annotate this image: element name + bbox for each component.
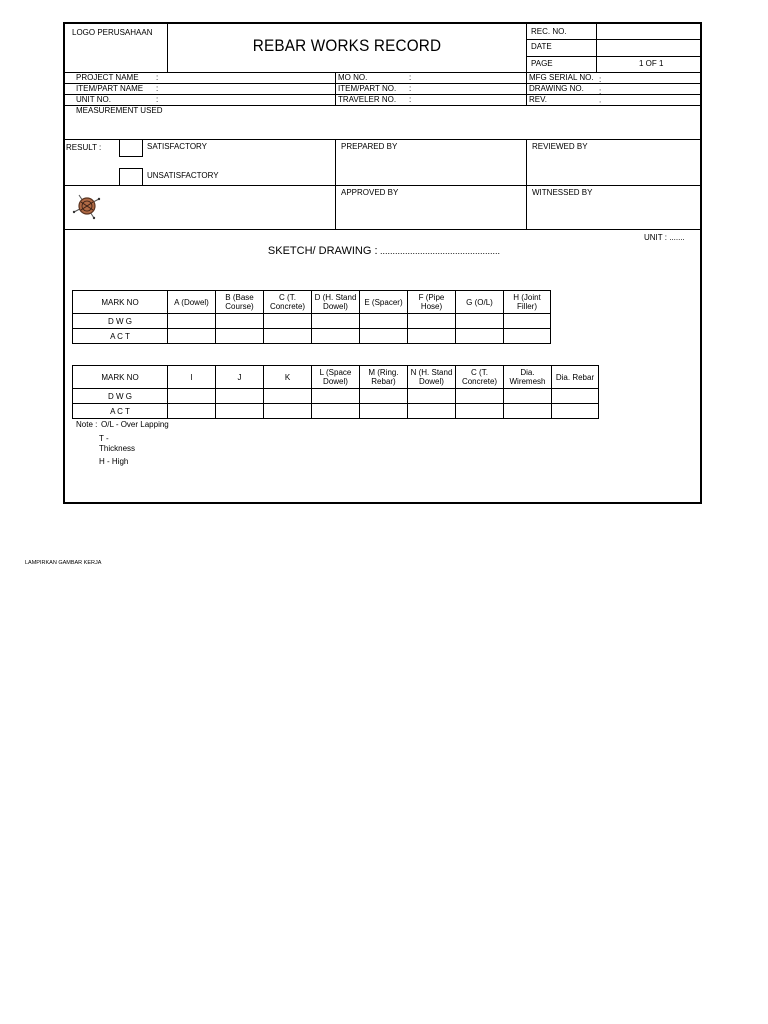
colon: : — [599, 99, 602, 108]
meta-line-2 — [526, 56, 701, 57]
table-row — [73, 389, 599, 404]
witnessed-by-label: WITNESSED BY — [532, 188, 593, 197]
prepared-by-label: PREPARED BY — [341, 142, 398, 151]
table-cell[interactable] — [312, 389, 360, 404]
result-label: RESULT : — [66, 143, 102, 152]
table-cell[interactable] — [360, 389, 408, 404]
table-cell[interactable] — [168, 404, 216, 419]
colon: : — [599, 87, 602, 96]
table1-header: A (Dowel) — [168, 291, 216, 314]
date-label: DATE — [531, 42, 552, 51]
mfg-serial-no-label: MFG SERIAL NO. — [529, 73, 594, 82]
table-cell[interactable] — [504, 329, 551, 344]
table2-header: L (Space Dowel) — [312, 366, 360, 389]
table2-header-row — [73, 366, 599, 389]
row-label-act: A C T — [73, 329, 168, 344]
result-divider-1 — [335, 139, 336, 229]
table2-header: Dia. Wiremesh — [504, 366, 552, 389]
colon: : — [409, 95, 412, 104]
table-cell[interactable] — [552, 404, 599, 419]
page-label: PAGE — [531, 59, 553, 68]
signature-mid-line-right — [335, 185, 701, 186]
row-label-dwg: D W G — [73, 389, 168, 404]
table-cell[interactable] — [408, 329, 456, 344]
approved-by-label: APPROVED BY — [341, 188, 399, 197]
table-cell[interactable] — [408, 389, 456, 404]
table-cell[interactable] — [456, 329, 504, 344]
table1-header: MARK NO — [73, 291, 168, 314]
rev-label: REV. — [529, 95, 547, 104]
table-cell[interactable] — [408, 314, 456, 329]
traveler-no-label: TRAVELER NO. — [338, 95, 397, 104]
unit-label: UNIT : ....... — [644, 233, 685, 242]
table-cell[interactable] — [360, 404, 408, 419]
row-label-act: A C T — [73, 404, 168, 419]
table-cell[interactable] — [216, 329, 264, 344]
sketch-title: SKETCH/ DRAWING : — [267, 245, 378, 257]
table-row — [73, 404, 599, 419]
colon: : — [409, 73, 412, 82]
table-cell[interactable] — [504, 389, 552, 404]
measurement-table-1 — [72, 290, 551, 344]
measurement-used-label: MEASUREMENT USED — [76, 106, 163, 115]
table-cell[interactable] — [456, 404, 504, 419]
meta-line-1 — [526, 39, 701, 40]
table1-header: H (Joint Filler) — [504, 291, 551, 314]
note-ol: O/L - Over Lapping — [101, 420, 169, 429]
colon: : — [156, 84, 159, 93]
table-cell[interactable] — [168, 329, 216, 344]
rec-no-label: REC. NO. — [531, 27, 567, 36]
lampirkan-label: LAMPIRKAN GAMBAR KERJA — [25, 560, 102, 566]
table-cell[interactable] — [264, 329, 312, 344]
table1-header: G (O/L) — [456, 291, 504, 314]
colon: : — [599, 75, 602, 84]
reviewed-by-label: REVIEWED BY — [532, 142, 588, 151]
page-value: 1 OF 1 — [639, 59, 664, 68]
table-cell[interactable] — [168, 314, 216, 329]
measurement-table-2 — [72, 365, 599, 419]
table-cell[interactable] — [504, 404, 552, 419]
sketch-dots: ................................................ — [377, 246, 501, 256]
result-bottom-line — [64, 229, 701, 230]
table-cell[interactable] — [264, 314, 312, 329]
table-cell[interactable] — [216, 314, 264, 329]
table2-header: C (T. Concrete) — [456, 366, 504, 389]
table2-header: J — [216, 366, 264, 389]
header-bottom-line — [64, 72, 701, 73]
table2-header: K — [264, 366, 312, 389]
note-high: H - High — [99, 457, 129, 466]
table-cell[interactable] — [216, 404, 264, 419]
colon: : — [409, 84, 412, 93]
table-cell[interactable] — [360, 329, 408, 344]
table-cell[interactable] — [552, 389, 599, 404]
table-row — [73, 329, 551, 344]
item-part-name-label: ITEM/PART NAME — [76, 84, 144, 93]
table1-header-row — [73, 291, 551, 314]
note-thickness: Thickness — [99, 444, 136, 453]
table-cell[interactable] — [264, 389, 312, 404]
table-cell[interactable] — [312, 329, 360, 344]
table-cell[interactable] — [168, 389, 216, 404]
table1-header: D (H. Stand Dowel) — [312, 291, 360, 314]
satisfactory-label: SATISFACTORY — [147, 142, 208, 151]
meta-divider — [526, 23, 527, 72]
project-name-label: PROJECT NAME — [76, 73, 139, 82]
mo-no-label: MO NO. — [338, 73, 368, 82]
table1-header: E (Spacer) — [360, 291, 408, 314]
table1-header: F (Pipe Hose) — [408, 291, 456, 314]
page-title: REBAR WORKS RECORD — [252, 36, 442, 55]
table-cell[interactable] — [456, 389, 504, 404]
unsatisfactory-label: UNSATISFACTORY — [147, 171, 219, 180]
table1-header: B (Base Course) — [216, 291, 264, 314]
table-cell[interactable] — [456, 314, 504, 329]
table2-header: Dia. Rebar — [552, 366, 599, 389]
unsatisfactory-checkbox[interactable] — [119, 168, 143, 186]
note-label: Note : — [76, 420, 98, 429]
table-cell[interactable] — [504, 314, 551, 329]
table2-header: I — [168, 366, 216, 389]
info-divider-1 — [335, 72, 336, 105]
row-label-dwg: D W G — [73, 314, 168, 329]
table-cell[interactable] — [360, 314, 408, 329]
table-cell[interactable] — [264, 404, 312, 419]
unit-no-label: UNIT NO. — [76, 95, 111, 104]
compass-emblem-icon — [70, 191, 104, 221]
table2-header: MARK NO — [73, 366, 168, 389]
colon: : — [156, 73, 159, 82]
table2-header: M (Ring. Rebar) — [360, 366, 408, 389]
logo-label: LOGO PERUSAHAAN — [72, 28, 153, 37]
logo-divider — [167, 23, 168, 72]
signature-mid-line-left — [64, 185, 335, 186]
table-cell[interactable] — [216, 389, 264, 404]
table-cell[interactable] — [408, 404, 456, 419]
table1-header: C (T. Concrete) — [264, 291, 312, 314]
satisfactory-checkbox[interactable] — [119, 139, 143, 157]
result-divider-2 — [526, 139, 527, 229]
info-divider-2 — [526, 72, 527, 105]
table-cell[interactable] — [312, 404, 360, 419]
table2-header: N (H. Stand Dowel) — [408, 366, 456, 389]
drawing-no-label: DRAWING NO. — [529, 84, 584, 93]
measurement-bottom-line — [64, 139, 701, 140]
meta-value-divider — [596, 23, 597, 72]
table-cell[interactable] — [312, 314, 360, 329]
item-part-no-label: ITEM/PART NO. — [338, 84, 397, 93]
colon: : — [156, 95, 159, 104]
table-row — [73, 314, 551, 329]
note-t-prefix: T - — [99, 434, 109, 443]
sketch-drawing-label — [0, 245, 768, 257]
